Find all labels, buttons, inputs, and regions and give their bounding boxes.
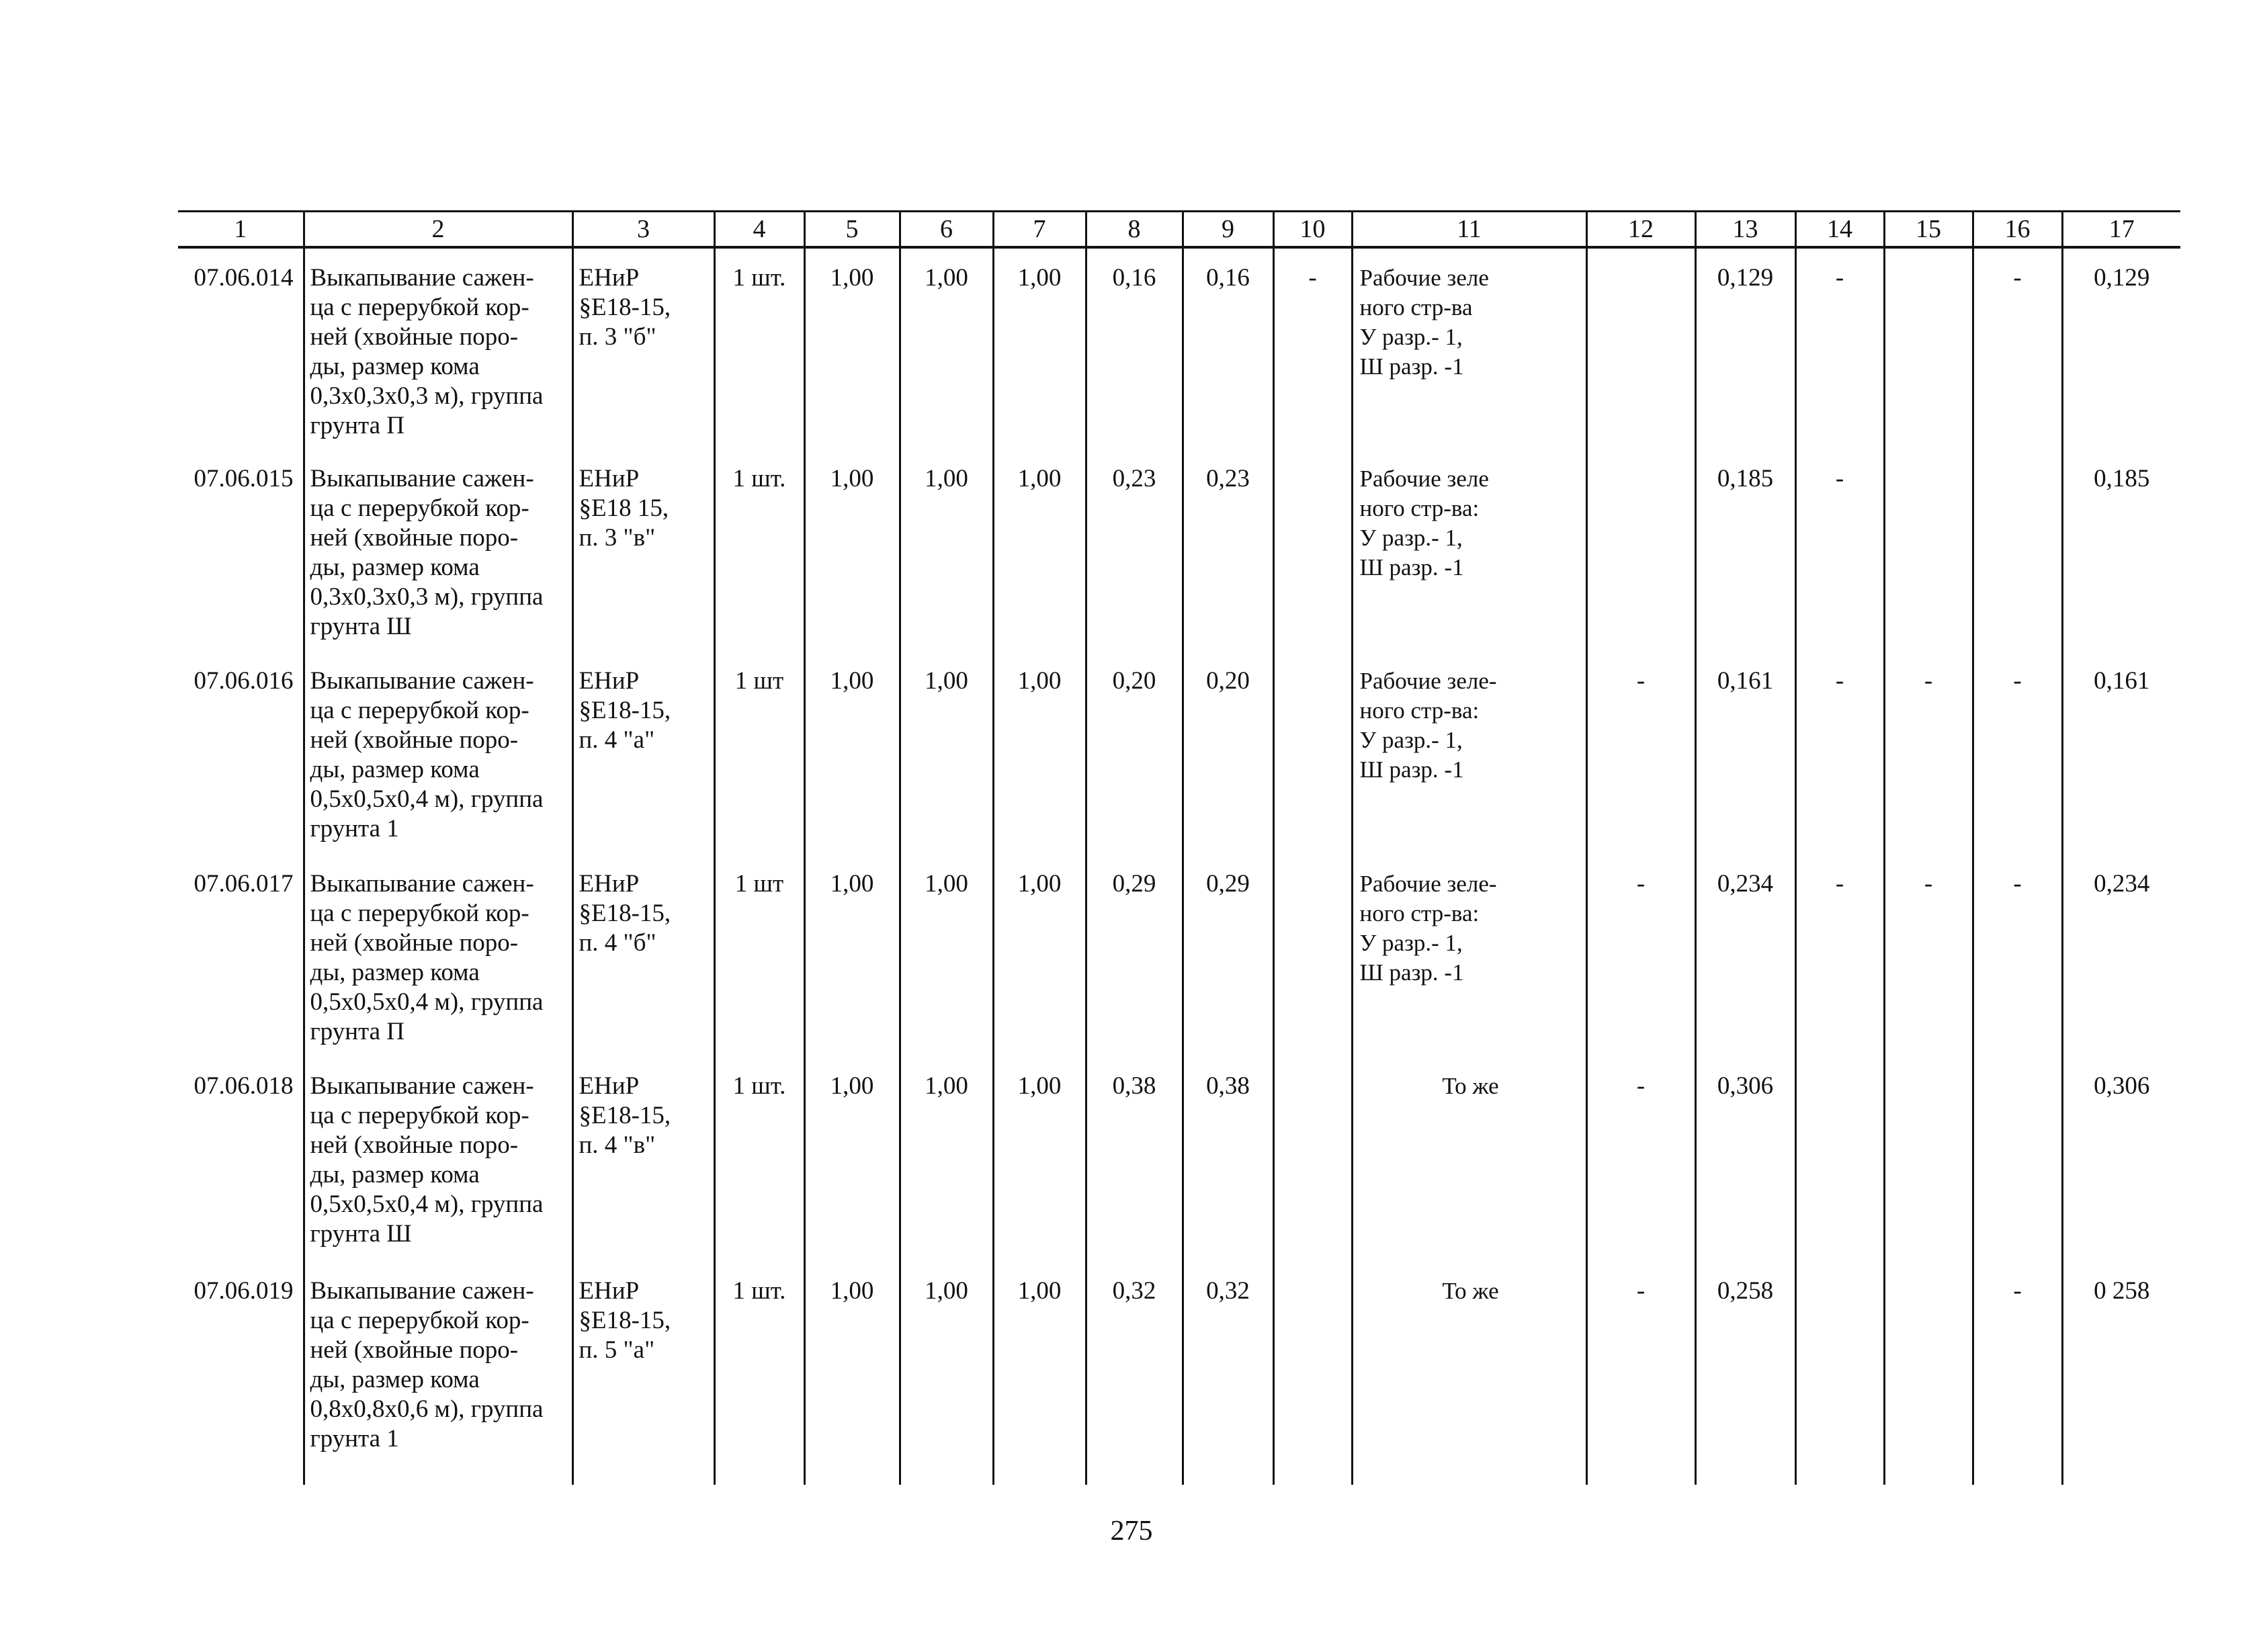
row-code: 07.06.015 (194, 464, 294, 492)
row-description-line: Выкапывание сажен- (310, 869, 534, 898)
row-reference-line: ЕНиР (579, 1276, 640, 1305)
cell-col-16: - (1973, 247, 2062, 449)
cell-col-9: 0,23 (1183, 449, 1273, 652)
row-reference-line: §Е18-15, (579, 1102, 671, 1130)
row-description-line: грунта П (310, 412, 405, 439)
row-description-line: 0,3х0,3х0,3 м), группа (310, 582, 544, 611)
col-header-13: 13 (1695, 212, 1795, 248)
col-header-15: 15 (1884, 212, 1973, 248)
cell-col-4: 1 шт. (714, 1057, 804, 1262)
row-workers-line: То же (1442, 1277, 1499, 1304)
row-description-line: грунта Ш (310, 612, 412, 640)
row-description (304, 855, 572, 1057)
cell-col-15 (1884, 1262, 1973, 1485)
row-description-line: Выкапывание сажен- (310, 667, 534, 695)
cell-col-9: 0,16 (1183, 247, 1273, 449)
cell-col-13: 0,185 (1695, 449, 1795, 652)
row-description-line: ней (хвойные поро- (310, 1336, 519, 1364)
row-workers (1352, 855, 1586, 1057)
table-row (178, 449, 2180, 652)
row-reference-line: п. 4 "а" (579, 726, 655, 754)
row-description-line: ней (хвойные поро- (310, 726, 519, 754)
cell-col-16: - (1973, 1262, 2062, 1485)
row-reference-line: ЕНиР (579, 667, 640, 695)
row-workers (1352, 247, 1586, 449)
col-header-9: 9 (1183, 212, 1273, 248)
cell-col-15 (1884, 1057, 1973, 1262)
row-description (304, 1262, 572, 1485)
cell-col-14: - (1795, 652, 1884, 855)
cell-col-4: 1 шт. (714, 1262, 804, 1485)
cell-col-5: 1,00 (804, 652, 900, 855)
table-row (178, 1057, 2180, 1262)
col-header-8: 8 (1086, 212, 1183, 248)
row-reference-line: §Е18-15, (579, 899, 671, 927)
cell-col-5: 1,00 (804, 1262, 900, 1485)
row-reference (572, 855, 714, 1057)
cell-col-13: 0,258 (1695, 1262, 1795, 1485)
cell-col-9: 0,32 (1183, 1262, 1273, 1485)
row-description-line: ца с перерубкой кор- (310, 1102, 529, 1130)
row-workers-line: Рабочие зеле- (1359, 870, 1497, 897)
row-description-line: ца с перерубкой кор- (310, 1306, 529, 1334)
cell-col-5: 1,00 (804, 247, 900, 449)
cell-col-16 (1973, 449, 2062, 652)
cell-col-12: - (1586, 1057, 1695, 1262)
cell-col-7: 1,00 (993, 247, 1086, 449)
row-description-line: грунта 1 (310, 1424, 399, 1452)
row-workers-line: Ш разр. -1 (1359, 353, 1464, 380)
row-description-line: 0,5х0,5х0,4 м), группа (310, 1190, 544, 1219)
row-workers-line: У разр.- 1, (1359, 727, 1463, 754)
col-header-4: 4 (714, 212, 804, 248)
table-body (178, 247, 2180, 1485)
row-code: 07.06.014 (194, 264, 294, 292)
cell-col-17: 0,306 (2062, 1057, 2180, 1262)
cell-col-7: 1,00 (993, 449, 1086, 652)
col-header-10: 10 (1273, 212, 1352, 248)
row-workers-line: Рабочие зеле- (1359, 668, 1497, 695)
cell-col-10 (1273, 1262, 1352, 1485)
row-description-line: 0,3х0,3х0,3 м), группа (310, 382, 544, 410)
col-header-17: 17 (2062, 212, 2180, 248)
cell-col-14: - (1795, 247, 1884, 449)
cell-col-16: - (1973, 855, 2062, 1057)
row-description-line: ды, размер кома (310, 958, 480, 986)
cell-col-15: - (1884, 855, 1973, 1057)
col-header-2: 2 (304, 212, 572, 248)
row-workers-line: ного стр-ва: (1359, 697, 1480, 724)
cell-col-10: - (1273, 247, 1352, 449)
row-description-line: грунта П (310, 1017, 405, 1045)
row-reference-line: §Е18-15, (579, 1306, 671, 1334)
row-workers-line: Рабочие зеле (1359, 465, 1489, 492)
row-code: 07.06.017 (194, 869, 294, 898)
cell-col-12: - (1586, 855, 1695, 1057)
cell-col-16: - (1973, 652, 2062, 855)
row-description-line: ней (хвойные поро- (310, 523, 519, 552)
row-description-line: 0,5х0,5х0,4 м), группа (310, 988, 544, 1016)
row-description-line: ца с перерубкой кор- (310, 494, 529, 522)
cell-col-12: - (1586, 1262, 1695, 1485)
row-description-line: Выкапывание сажен- (310, 264, 534, 292)
row-description (304, 1057, 572, 1262)
col-header-5: 5 (804, 212, 900, 248)
col-header-3: 3 (572, 212, 714, 248)
col-header-12: 12 (1586, 212, 1695, 248)
row-workers-line: Ш разр. -1 (1359, 756, 1464, 783)
col-header-14: 14 (1795, 212, 1884, 248)
row-workers (1352, 1262, 1586, 1485)
row-reference-line: §Е18-15, (579, 294, 671, 321)
row-description-line: грунта 1 (310, 815, 399, 843)
row-workers-line: ного стр-ва: (1359, 900, 1480, 926)
row-description-line: 0,8х0,8х0,6 м), группа (310, 1395, 544, 1423)
cell-col-8: 0,20 (1086, 652, 1183, 855)
row-reference-line: п. 3 "б" (579, 323, 656, 351)
cell-col-9: 0,38 (1183, 1057, 1273, 1262)
row-workers-line: То же (1442, 1073, 1499, 1100)
col-header-7: 7 (993, 212, 1086, 248)
cell-col-8: 0,23 (1086, 449, 1183, 652)
cell-col-17: 0,234 (2062, 855, 2180, 1057)
cell-col-7: 1,00 (993, 652, 1086, 855)
row-workers-line: ного стр-ва (1359, 294, 1473, 320)
cell-col-17: 0 258 (2062, 1262, 2180, 1485)
row-workers-line: ного стр-ва: (1359, 494, 1480, 521)
table-row (178, 1262, 2180, 1485)
row-code: 07.06.016 (194, 667, 294, 695)
row-workers-line: У разр.- 1, (1359, 524, 1463, 551)
row-reference (572, 247, 714, 449)
cell-col-13: 0,234 (1695, 855, 1795, 1057)
col-header-1: 1 (178, 212, 304, 248)
table-row (178, 652, 2180, 855)
table-row (178, 247, 2180, 449)
row-workers-line: Рабочие зеле (1359, 265, 1489, 291)
cell-col-16 (1973, 1057, 2062, 1262)
row-reference-line: §Е18 15, (579, 494, 669, 522)
cell-col-15 (1884, 247, 1973, 449)
row-workers (1352, 652, 1586, 855)
cell-col-10 (1273, 855, 1352, 1057)
row-description (304, 247, 572, 449)
row-description-line: Выкапывание сажен- (310, 1276, 534, 1305)
row-description-line: Выкапывание сажен- (310, 464, 534, 492)
row-description (304, 449, 572, 652)
cell-col-5: 1,00 (804, 1057, 900, 1262)
cell-col-17: 0,129 (2062, 247, 2180, 449)
cell-col-13: 0,161 (1695, 652, 1795, 855)
cell-col-6: 1,00 (900, 855, 993, 1057)
page-number: 275 (1110, 1516, 1153, 1547)
row-reference-line: ЕНиР (579, 869, 640, 898)
row-description-line: Выкапывание сажен- (310, 1072, 534, 1100)
row-workers (1352, 1057, 1586, 1262)
cell-col-8: 0,29 (1086, 855, 1183, 1057)
row-workers (1352, 449, 1586, 652)
column-number-header-row (178, 212, 2180, 248)
row-description-line: ды, размер кома (310, 353, 480, 380)
row-reference-line: ЕНиР (579, 264, 640, 292)
cell-col-10 (1273, 449, 1352, 652)
cell-col-12 (1586, 247, 1695, 449)
row-description-line: ца с перерубкой кор- (310, 899, 529, 927)
cell-col-7: 1,00 (993, 1262, 1086, 1485)
row-reference (572, 1262, 714, 1485)
cell-col-6: 1,00 (900, 449, 993, 652)
row-description (304, 652, 572, 855)
cell-col-5: 1,00 (804, 449, 900, 652)
cell-col-4: 1 шт. (714, 449, 804, 652)
cell-col-8: 0,16 (1086, 247, 1183, 449)
cell-col-14 (1795, 1262, 1884, 1485)
cell-col-14 (1795, 1057, 1884, 1262)
cell-col-10 (1273, 652, 1352, 855)
cell-col-13: 0,129 (1695, 247, 1795, 449)
row-reference-line: ЕНиР (579, 464, 640, 492)
row-code: 07.06.018 (194, 1072, 294, 1100)
cell-col-8: 0,38 (1086, 1057, 1183, 1262)
cell-col-4: 1 шт (714, 855, 804, 1057)
row-reference-line: п. 3 "в" (579, 523, 656, 552)
cell-col-4: 1 шт. (714, 247, 804, 449)
row-workers-line: Ш разр. -1 (1359, 554, 1464, 580)
row-workers-line: У разр.- 1, (1359, 324, 1463, 350)
col-header-16: 16 (1973, 212, 2062, 248)
cell-col-8: 0,32 (1086, 1262, 1183, 1485)
cell-col-6: 1,00 (900, 1057, 993, 1262)
cell-col-6: 1,00 (900, 1262, 993, 1485)
cell-col-12: - (1586, 652, 1695, 855)
row-description-line: ца с перерубкой кор- (310, 697, 529, 725)
cell-col-7: 1,00 (993, 855, 1086, 1057)
col-header-6: 6 (900, 212, 993, 248)
row-reference (572, 449, 714, 652)
cell-col-5: 1,00 (804, 855, 900, 1057)
row-description-line: ца с перерубкой кор- (310, 294, 529, 321)
cell-col-14: - (1795, 855, 1884, 1057)
cell-col-17: 0,161 (2062, 652, 2180, 855)
cell-col-4: 1 шт (714, 652, 804, 855)
row-reference-line: §Е18-15, (579, 697, 671, 725)
cell-col-17: 0,185 (2062, 449, 2180, 652)
table-row (178, 855, 2180, 1057)
row-workers-line: У разр.- 1, (1359, 929, 1463, 956)
cell-col-9: 0,29 (1183, 855, 1273, 1057)
cell-col-9: 0,20 (1183, 652, 1273, 855)
cell-col-6: 1,00 (900, 247, 993, 449)
row-description-line: грунта Ш (310, 1220, 412, 1248)
row-reference (572, 652, 714, 855)
row-description-line: 0,5х0,5х0,4 м), группа (310, 785, 544, 814)
row-reference-line: ЕНиР (579, 1072, 640, 1100)
row-description-line: ды, размер кома (310, 553, 480, 581)
row-reference-line: п. 4 "в" (579, 1131, 656, 1160)
row-description-line: ней (хвойные поро- (310, 323, 519, 351)
cell-col-14: - (1795, 449, 1884, 652)
cell-col-12 (1586, 449, 1695, 652)
cell-col-13: 0,306 (1695, 1057, 1795, 1262)
cell-col-15: - (1884, 652, 1973, 855)
cell-col-6: 1,00 (900, 652, 993, 855)
row-description-line: ней (хвойные поро- (310, 1131, 519, 1160)
norms-table (178, 210, 2180, 1485)
row-code: 07.06.019 (194, 1276, 294, 1305)
cell-col-7: 1,00 (993, 1057, 1086, 1262)
cell-col-15 (1884, 449, 1973, 652)
row-reference-line: п. 4 "б" (579, 928, 656, 957)
row-reference-line: п. 5 "а" (579, 1336, 655, 1364)
row-workers-line: Ш разр. -1 (1359, 959, 1464, 986)
row-description-line: ды, размер кома (310, 1161, 480, 1189)
row-description-line: ды, размер кома (310, 1365, 480, 1393)
row-reference (572, 1057, 714, 1262)
col-header-11: 11 (1352, 212, 1586, 248)
row-description-line: ды, размер кома (310, 756, 480, 784)
cell-col-10 (1273, 1057, 1352, 1262)
row-description-line: ней (хвойные поро- (310, 928, 519, 957)
